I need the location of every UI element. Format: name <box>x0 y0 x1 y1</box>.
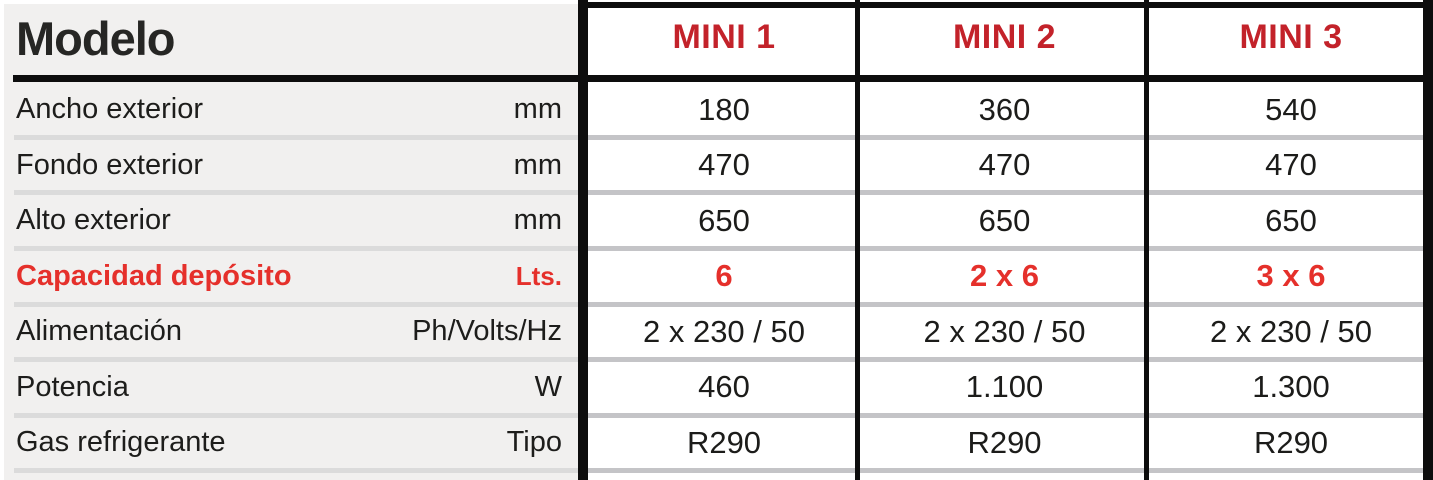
cell-value: 650 <box>698 202 750 238</box>
cell-value: R290 <box>967 424 1042 460</box>
row-label-cell <box>0 360 588 416</box>
row-label-cell <box>0 304 588 360</box>
row-unit: Tipo <box>506 426 562 459</box>
cell-value: 360 <box>978 91 1031 127</box>
row-label: Alto exterior <box>16 204 171 237</box>
row-unit: mm <box>513 148 562 181</box>
row-label: Capacidad depósito <box>16 259 292 292</box>
row-label-cell <box>0 193 588 249</box>
cell-value: 2 x 230 / 50 <box>642 313 805 349</box>
cell-value: 180 <box>698 91 750 127</box>
cell-value: 1.300 <box>1252 369 1330 405</box>
cell-value: R290 <box>686 424 762 460</box>
row-unit: W <box>534 370 562 403</box>
cell-value: R290 <box>1253 424 1329 460</box>
row-unit: mm <box>513 93 562 126</box>
row-label-cell <box>0 415 588 471</box>
column-header-mini-1: MINI 1 <box>672 17 776 56</box>
cell-value: 460 <box>698 369 750 405</box>
cell-value: 2 x 6 <box>970 258 1039 294</box>
cell-value: 6 <box>715 258 733 294</box>
column-header-mini-3: MINI 3 <box>1239 17 1343 56</box>
cell-value: 650 <box>1265 202 1317 238</box>
table-title: Modelo <box>16 11 175 65</box>
table-title-cell <box>0 0 588 82</box>
row-unit: mm <box>513 204 562 237</box>
cell-value: 470 <box>698 147 750 183</box>
row-label: Ancho exterior <box>16 93 203 126</box>
row-unit: Lts. <box>515 260 562 291</box>
column-header-mini-2: MINI 2 <box>952 17 1057 56</box>
cell-value: 540 <box>1265 91 1317 127</box>
cell-value: 2 x 230 / 50 <box>1209 313 1372 349</box>
row-label-cell-highlight <box>0 249 588 305</box>
row-label: Gas refrigerante <box>16 426 226 459</box>
row-label: Fondo exterior <box>16 148 203 181</box>
row-label: Alimentación <box>16 315 183 348</box>
row-label: Potencia <box>16 370 129 403</box>
cell-value: 650 <box>978 202 1031 238</box>
row-label-cell <box>0 82 588 138</box>
cell-value: 470 <box>978 147 1031 183</box>
row-unit: Ph/Volts/Hz <box>412 315 562 348</box>
cell-value: 1.100 <box>965 369 1044 405</box>
cell-value: 2 x 230 / 50 <box>923 313 1086 349</box>
cell-value: 470 <box>1265 147 1317 183</box>
row-label-cell <box>0 138 588 194</box>
cell-value: 3 x 6 <box>1256 258 1326 294</box>
